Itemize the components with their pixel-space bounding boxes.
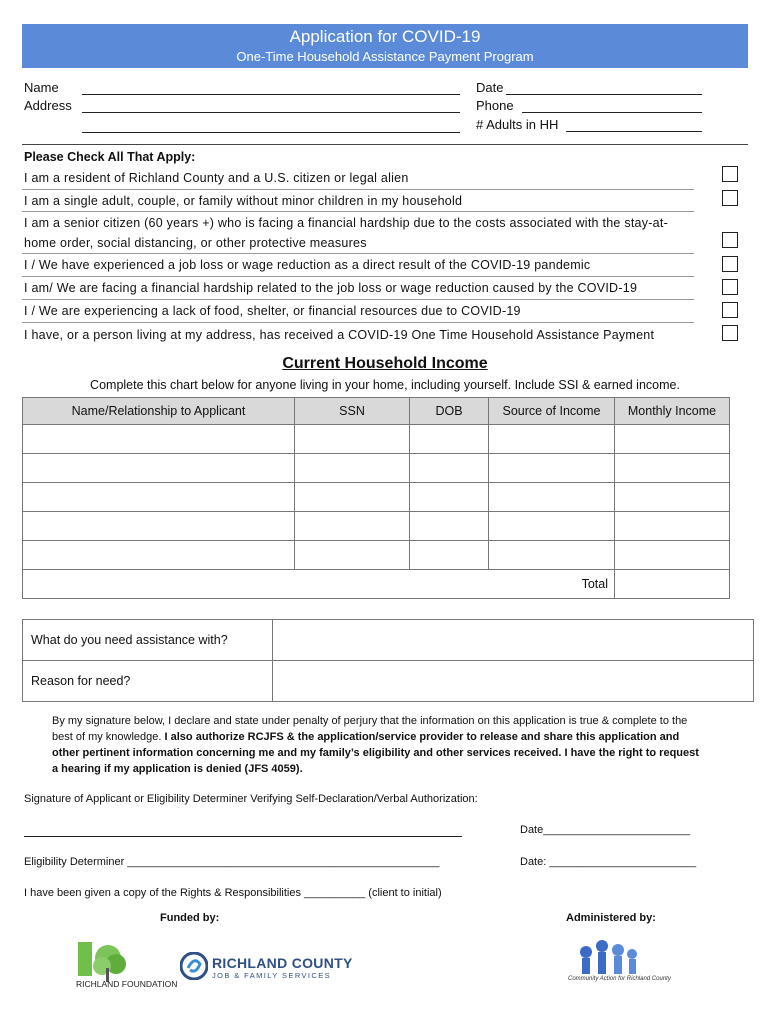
- checkbox-hardship[interactable]: [722, 279, 738, 295]
- income-title: Current Household Income: [282, 355, 488, 372]
- cell-name[interactable]: [23, 541, 295, 570]
- cell-dob[interactable]: [410, 454, 489, 483]
- cell-monthly[interactable]: [615, 425, 730, 454]
- cell-ssn[interactable]: [295, 425, 410, 454]
- cell-monthly[interactable]: [615, 541, 730, 570]
- check-item-resident: I am a resident of Richland County and a U.S. citizen or legal alien: [22, 168, 694, 190]
- name-label: Name: [24, 80, 59, 95]
- address-field-line2[interactable]: [82, 132, 460, 133]
- cell-dob[interactable]: [410, 483, 489, 512]
- reason-field[interactable]: [273, 661, 754, 702]
- address-field-line1[interactable]: [82, 112, 460, 113]
- richland-county-swirl-icon: [180, 952, 208, 980]
- cell-name[interactable]: [23, 512, 295, 541]
- col-source: Source of Income: [489, 398, 615, 425]
- check-item-lack-resources: I / We are experiencing a lack of food, shelter, or financial resources due to COVID-19: [22, 300, 694, 323]
- phone-field[interactable]: [522, 112, 702, 113]
- declaration-text: [52, 713, 708, 777]
- reason-label: Reason for need?: [23, 661, 273, 702]
- cell-name[interactable]: [23, 454, 295, 483]
- checklist-title: Please Check All That Apply:: [24, 150, 196, 164]
- cell-dob[interactable]: [410, 425, 489, 454]
- check-item-senior: I am a senior citizen (60 years +) who is facing a financial hardship due to the costs associated with the stay-at-home order, social distancing, or other protective measures: [22, 212, 694, 254]
- total-value[interactable]: [615, 570, 730, 599]
- declaration-normal: By my signature below, I declare and state under penalty of perjury that the information on this application is true & complete to the best of my knowledge.: [52, 715, 688, 743]
- cell-source[interactable]: [489, 541, 615, 570]
- checkbox-job-loss[interactable]: [722, 256, 738, 272]
- table-row: [23, 512, 730, 541]
- checkbox-no-minors[interactable]: [722, 190, 738, 206]
- col-name: Name/Relationship to Applicant: [23, 398, 295, 425]
- richland-county-logo-sub: JOB & FAMILY SERVICES: [212, 971, 332, 980]
- col-ssn: SSN: [295, 398, 410, 425]
- income-header-row: [23, 398, 730, 425]
- date-label: Date: [476, 80, 504, 95]
- checkbox-resident[interactable]: [722, 166, 738, 182]
- check-item-job-loss: I / We have experienced a job loss or wage reduction as a direct result of the COVID-19 pandemic: [22, 254, 694, 277]
- table-row: [23, 454, 730, 483]
- administered-by-label: Administered by:: [566, 912, 656, 924]
- adults-field[interactable]: [566, 131, 702, 132]
- declaration-bold: I also authorize RCJFS & the application/service provider to release and share this application and other pertinent information concerning me and my family’s eligibility and other services received. I have the right to request a hearing if my application is denied (JFS 4059).: [52, 731, 699, 775]
- rights-initial[interactable]: I have been given a copy of the Rights & Responsibilities __________ (client to initial): [24, 887, 442, 899]
- income-subtitle: Complete this chart below for anyone living in your home, including yourself. Include SSI & earned income.: [90, 378, 680, 392]
- cell-ssn[interactable]: [295, 512, 410, 541]
- cell-dob[interactable]: [410, 512, 489, 541]
- richland-foundation-logo-text: RICHLAND FOUNDATION: [76, 979, 178, 989]
- community-action-people-icon: [574, 938, 644, 978]
- total-row: [23, 570, 730, 599]
- signature-field[interactable]: [24, 836, 462, 837]
- cell-source[interactable]: [489, 483, 615, 512]
- table-row: [23, 541, 730, 570]
- cell-ssn[interactable]: [295, 454, 410, 483]
- col-monthly: Monthly Income: [615, 398, 730, 425]
- community-action-logo-text: Community Action for Richland County: [568, 976, 671, 982]
- cell-source[interactable]: [489, 454, 615, 483]
- check-item-hardship: I am/ We are facing a financial hardship related to the job loss or wage reduction caused by the COVID-19: [22, 277, 694, 300]
- table-row: [23, 483, 730, 512]
- col-dob: DOB: [410, 398, 489, 425]
- cell-name[interactable]: [23, 425, 295, 454]
- date-field[interactable]: [506, 94, 702, 95]
- section-divider: [22, 144, 748, 145]
- address-label: Address: [24, 98, 72, 113]
- title-banner: [22, 24, 748, 68]
- determiner-date[interactable]: Date: ________________________: [520, 856, 697, 868]
- form-subtitle: One-Time Household Assistance Payment Program: [236, 49, 534, 64]
- richland-county-logo-title: RICHLAND COUNTY: [212, 955, 353, 971]
- cell-name[interactable]: [23, 483, 295, 512]
- assistance-label: What do you need assistance with?: [23, 620, 273, 661]
- name-field[interactable]: [82, 94, 460, 95]
- cell-ssn[interactable]: [295, 541, 410, 570]
- checkbox-received-payment[interactable]: [722, 325, 738, 341]
- checkbox-senior[interactable]: [722, 232, 738, 248]
- cell-dob[interactable]: [410, 541, 489, 570]
- assistance-field[interactable]: [273, 620, 754, 661]
- form-title: Application for COVID-19: [289, 27, 481, 46]
- cell-source[interactable]: [489, 425, 615, 454]
- need-table: [22, 619, 754, 702]
- total-label: Total: [23, 570, 615, 599]
- signature-label: Signature of Applicant or Eligibility Determiner Verifying Self-Declaration/Verbal Authorization:: [24, 793, 478, 805]
- cell-monthly[interactable]: [615, 483, 730, 512]
- check-item-no-minors: I am a single adult, couple, or family without minor children in my household: [22, 190, 694, 212]
- cell-monthly[interactable]: [615, 454, 730, 483]
- phone-label: Phone: [476, 98, 514, 113]
- funded-by-label: Funded by:: [160, 912, 220, 924]
- cell-monthly[interactable]: [615, 512, 730, 541]
- income-table: [22, 397, 730, 599]
- cell-ssn[interactable]: [295, 483, 410, 512]
- check-item-received-payment: I have, or a person living at my address, has received a COVID-19 One Time Household Assistance Payment: [24, 328, 655, 342]
- checkbox-lack-resources[interactable]: [722, 302, 738, 318]
- eligibility-determiner-field[interactable]: Eligibility Determiner ___________________________________________________: [24, 856, 440, 868]
- richland-foundation-tree-icon: [78, 942, 136, 998]
- signature-date[interactable]: Date________________________: [520, 824, 691, 836]
- cell-source[interactable]: [489, 512, 615, 541]
- table-row: [23, 425, 730, 454]
- adults-label: # Adults in HH: [476, 117, 559, 132]
